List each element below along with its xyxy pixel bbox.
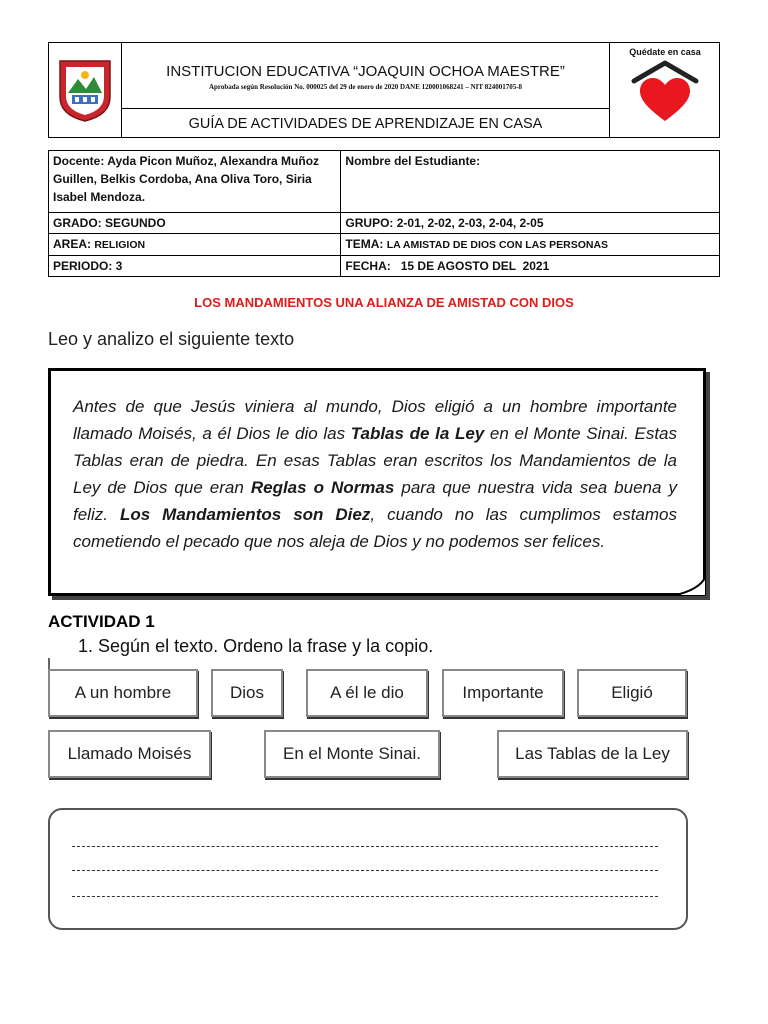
area-cell (49, 234, 341, 256)
reading-text-3: para que nuestra vida sea buena y feliz. (73, 478, 677, 524)
activity-instruction: 1. Según el texto. Ordeno la frase y la copio. (78, 636, 434, 656)
answer-line (72, 896, 658, 897)
answer-line (72, 870, 658, 871)
reading-paragraph (73, 393, 677, 555)
header-center (122, 43, 610, 137)
document-header (48, 42, 720, 138)
activity-title: ACTIVIDAD 1 (48, 612, 155, 631)
word-card[interactable]: En el Monte Sinai. (264, 730, 440, 778)
teacher-names: Ayda Picon Muñoz, Alexandra Muñoz Guillen, Belkis Cordoba, Ana Oliva Toro, Siria Isabel Mendoza. (53, 154, 320, 204)
area-value: RELIGION (94, 239, 146, 251)
word-card[interactable]: Eligió (577, 669, 687, 717)
reading-instruction: Leo y analizo el siguiente texto (48, 329, 295, 349)
word-card[interactable]: Dios (211, 669, 283, 717)
word-card[interactable]: Importante (442, 669, 564, 717)
school-crest-icon (56, 57, 114, 123)
document-title: LOS MANDAMIENTOS UNA ALIANZA DE AMISTAD CON DIOS (194, 295, 574, 310)
reading-text-2: en el Monte Sinai. Estas Tablas eran de piedra. En esas Tablas eran escritos los Mandamientos de la Ley de Dios que eran (73, 424, 677, 497)
info-table (48, 150, 720, 277)
student-name-field[interactable] (341, 151, 720, 213)
word-card[interactable]: A un hombre (48, 669, 198, 717)
answer-line (72, 846, 658, 847)
reading-bold-2: Reglas o Normas (250, 478, 395, 497)
reading-text-4: , cuando no las cumplimos estamos cometiendo el pecado que nos aleja de Dios y no podemos ser felices. (73, 505, 677, 551)
area-label: AREA: (53, 237, 91, 251)
topic-cell (341, 234, 720, 256)
page-curl-icon (672, 576, 706, 596)
date-cell: FECHA: 15 DE AGOSTO DEL 2021 (341, 256, 720, 277)
period-cell: PERIODO: 3 (49, 256, 341, 277)
teacher-cell (49, 151, 341, 213)
reading-text-box (48, 368, 706, 596)
institution-name: INSTITUCION EDUCATIVA “JOAQUIN OCHOA MAESTRE” (166, 63, 565, 80)
reading-bold-3: Los Mandamientos son Diez (119, 505, 371, 524)
approval-text: Aprobada según Resolución No. 000025 del 29 de enero de 2020 DANE 120001068241 – NIT 824001705-8 (208, 83, 523, 91)
guide-title: GUÍA DE ACTIVIDADES DE APRENDIZAJE EN CASA (188, 116, 543, 132)
reading-bold-1: Tablas de la Ley (350, 424, 485, 443)
student-name-label: Nombre del Estudiante: (345, 154, 481, 168)
group-cell: GRUPO: 2-01, 2-02, 2-03, 2-04, 2-05 (341, 213, 720, 234)
answer-area[interactable] (48, 808, 688, 930)
reading-text-1: Antes de que Jesús viniera al mundo, Dios eligió a un hombre importante llamado Moisés, a él Dios le dio las (73, 397, 677, 443)
school-logo (49, 43, 122, 137)
topic-value: LA AMISTAD DE DIOS CON LAS PERSONAS (386, 239, 609, 251)
stay-home-label: Quédate en casa (629, 47, 701, 57)
house-heart-icon (628, 59, 702, 125)
grade-cell: GRADO: SEGUNDO (49, 213, 341, 234)
topic-label: TEMA: (345, 237, 384, 251)
stay-home-badge (610, 43, 720, 137)
word-card[interactable]: Llamado Moisés (48, 730, 211, 778)
word-card[interactable]: Las Tablas de la Ley (497, 730, 688, 778)
word-card[interactable]: A él le dio (306, 669, 428, 717)
teacher-label: Docente: (53, 154, 105, 168)
